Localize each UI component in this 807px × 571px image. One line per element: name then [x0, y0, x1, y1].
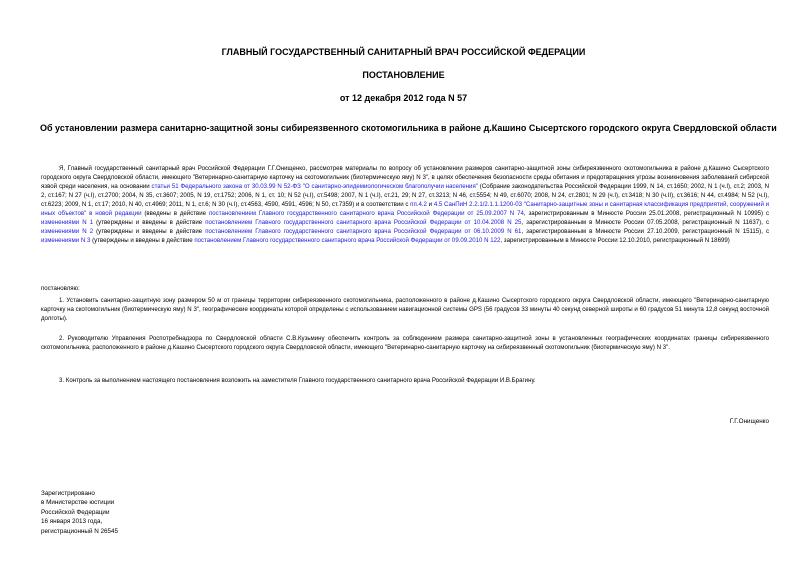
preamble-text: (утверждены и введены в действие [93, 219, 206, 227]
preamble-text: (Собрание законодательства Российской Федерации 1999, N 14, ст.1650; 2002, N 1 (ч.I), ст.2; 2003, N 2, ст.167; N 27 (ч.I), ст.2700; 2004, N 35, ст.3607; 2005, N 19, ст.1752; 2006, N 1, ст. 10; N 52 (ч.I), ст.5498; 2007, N 1 (ч.I), ст.21, 29; N 27, ст.3213; N 46, ст.5554; N 49, ст.6070; 2008, N 24, ст.2801; N 29 (ч.I), ст.3418; N 30 (ч.II), ст.3616; N 44, ст.4984; N 52 (ч.I), ст.6223; 2009, N 1, ст.17; 2010, N 40, ст.4969; 2011, N 1, ст.6; N 30 (ч.I), ст.4563, 4590, 4591, 4596; N 50, ст.7359) и в соответствии с [41, 183, 769, 209]
link-resolution-61[interactable]: постановлением Главного государственного санитарного врача Российской Федерации от 06.10.2009 N 61 [205, 228, 522, 236]
registration-line: 16 января 2013 года, [41, 518, 103, 526]
decree-item-3: 3. Контроль за выполнением настоящего постановления возложить на заместителя Главного государственного санитарного врача Российской Федерации И.В.Брагину. [59, 377, 536, 384]
preamble-text: , зарегистрированным в Минюсте России 25.01.2008, регистрационный N 10995) с [523, 210, 769, 218]
document-type: ПОСТАНОВЛЕНИЕ [362, 70, 445, 80]
registration-line: в Министерстве юстиции [41, 499, 115, 507]
preamble-text: , зарегистрированным в Минюсте России 07.05.2008, регистрационный N 11637), с [521, 219, 770, 227]
registration-line: Российской Федерации [41, 508, 110, 516]
decree-item-2: 2. Руководителю Управления Роспотребнадзора по Свердловской области С.В.Кузьмину обеспечить контроль за соблюдением размера санитарно-защитной зоны в установленных географических координатах границы сибиреязвенного скотомогильника, расположенного в районе д.Кашино Сысертского городского округа Свердловской области, имеющего "Ветеринарно-санитарную карточку на сибиреязвенный скотомогильник (биотермическую яму) N 3". [41, 335, 769, 352]
issuing-authority: ГЛАВНЫЙ ГОСУДАРСТВЕННЫЙ САНИТАРНЫЙ ВРАЧ РОССИЙСКОЙ ФЕДЕРАЦИИ [221, 47, 586, 57]
document-title: Об установлении размера санитарно-защитной зоны сибиреязвенного скотомогильника в районе д.Кашино Сысертского городского округа Свердловской области [40, 123, 777, 133]
signature: Г.Г.Онищенко [729, 418, 769, 425]
link-amendments-1[interactable]: изменениями N 1 [41, 219, 94, 227]
link-federal-law-art51[interactable]: статьи 51 Федерального закона от 30.03.99 N 52-ФЗ "О санитарно-эпидемиологическом благополучии населения" [151, 183, 478, 191]
document-date-number: от 12 декабря 2012 года N 57 [339, 93, 468, 103]
preamble-text: , зарегистрированным в Минюсте России 12.10.2010, регистрационный N 18699) [500, 237, 730, 245]
preamble-paragraph [41, 164, 769, 245]
link-sanpin-4-5[interactable]: 4.5 СанПиН 2.2.1/2.1.1.1200-03 "Санитарно-защитные зоны и санитарная классификация предприятий, сооружений и иных объектов" в новой редакции [41, 201, 770, 218]
link-sanpin-4-2[interactable]: пп.4.2 [410, 201, 427, 209]
decree-word: постановляю: [41, 285, 80, 292]
preamble-text: , зарегистрированным в Минюсте России 27.10.2009, регистрационный N 15115), с [521, 228, 770, 236]
preamble-text: и [426, 201, 434, 209]
link-amendments-3[interactable]: изменениями N 3 [41, 237, 91, 245]
link-resolution-122[interactable]: постановлением Главного государственного санитарного врача Российской Федерации от 09.09.2010 N 122 [194, 237, 501, 245]
preamble-text: Я, Главный государственный санитарный врач Российской Федерации Г.Г.Онищенко, рассмотрев материалы по вопросу об установлении размеров санитарно-защитной зоны сибиреязвенного скотомогильника в районе д.Кашино Сысертского городского округа Свердловской области, имеющего "Ветеринарно-санитарную карточку на скотомогильник (биотермическую яму) N 3", в целях обеспечения безопасности среды обитания и предотвращения угрозы возникновения заболеваний сибирской язвой среди населения, на основании [41, 165, 769, 191]
preamble-text: (утверждены и введены в действие [93, 228, 206, 236]
link-amendments-2[interactable]: изменениями N 2 [41, 228, 94, 236]
link-resolution-74[interactable]: постановлением Главного государственного санитарного врача Российской Федерации от 25.09.2007 N 74 [208, 210, 524, 218]
registration-block [41, 489, 118, 536]
decree-item-1: 1. Установить санитарно-защитную зону размером 50 м от границы территории сибиреязвенного скотомогильника, расположенного в районе д.Кашино Сысертского городского округа Свердловской области, имеющего "Ветеринарно-санитарную карточку на скотомогильник (биотермическую яму) N 3", географические координаты которой определены с использованием навигационной системы GPS (56 градусов 33 минуты 40 секунд северной широты и 60 градусов 51 минута 12,8 секунд восточной долготы). [41, 297, 769, 323]
registration-line: Зарегистрировано [41, 490, 95, 497]
registration-line: регистрационный N 26545 [41, 527, 119, 535]
link-resolution-25[interactable]: постановлением Главного государственного санитарного врача Российской Федерации от 10.04.2008 N 25 [205, 219, 522, 227]
preamble-text: (введены в действие [141, 210, 209, 218]
preamble-text: (утверждены и введены в действие [90, 237, 195, 245]
